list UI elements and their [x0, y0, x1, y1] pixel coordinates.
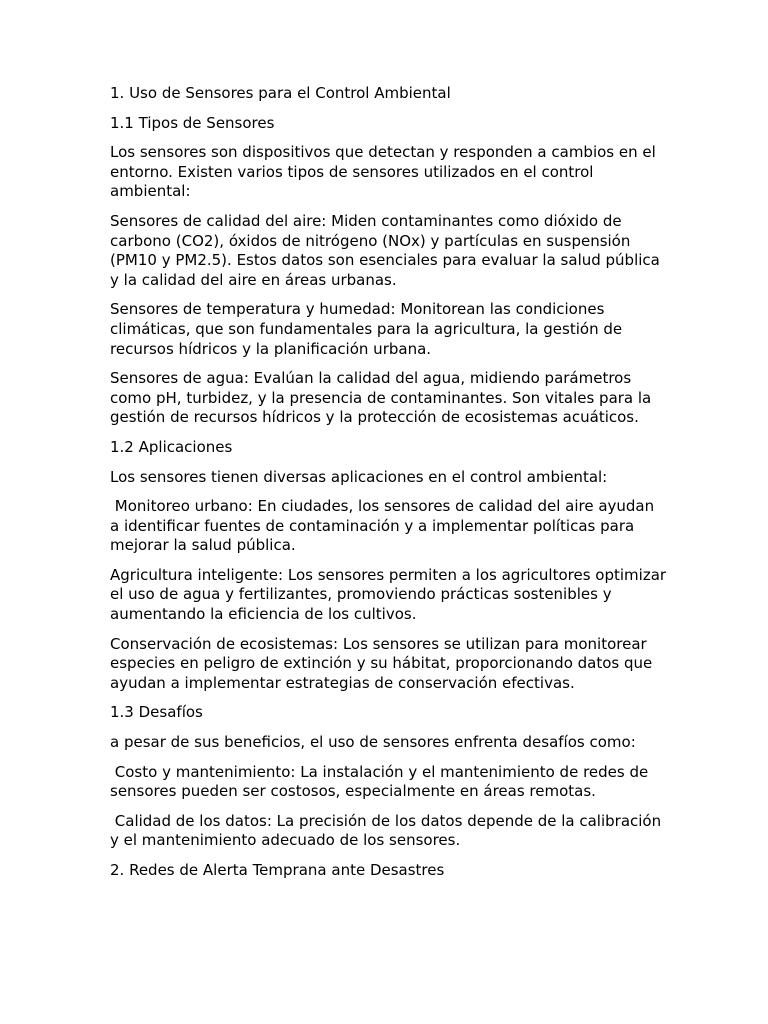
paragraph: Costo y mantenimiento: La instalación y el mantenimiento de redes de sensores pueden ser costosos, especialmente en áreas remotas. — [110, 762, 654, 801]
paragraph: Sensores de calidad del aire: Miden contaminantes como dióxido de carbono (CO2), óxidos de nitrógeno (NOx) y partículas en suspensión (PM10 y PM2.5). Estos datos son esenciales para evaluar la salud pública y la calidad del aire en áreas urbanas. — [110, 211, 665, 289]
subsection-heading: 1.3 Desafíos — [110, 703, 203, 722]
paragraph: Calidad de los datos: La precisión de los datos depende de la calibración y el mantenimiento adecuado de los sensores. — [110, 811, 666, 850]
subsection-heading: 1.1 Tipos de Sensores — [110, 113, 275, 132]
paragraph: Sensores de agua: Evalúan la calidad del agua, midiendo parámetros como pH, turbidez, y la presencia de contaminantes. Son vitales para la gestión de recursos hídricos y la protección de ecosistemas acuáticos. — [110, 369, 657, 427]
paragraph: Los sensores tienen diversas aplicaciones en el control ambiental: — [110, 467, 608, 486]
paragraph: Sensores de temperatura y humedad: Monitorean las condiciones climáticas, que son fundamentales para la agricultura, la gestión de recursos hídricos y la planificación urbana. — [110, 300, 627, 358]
paragraph: Monitoreo urbano: En ciudades, los sensores de calidad del aire ayudan a identificar fuentes de contaminación y a implementar políticas para mejorar la salud pública. — [110, 497, 659, 555]
paragraph: Conservación de ecosistemas: Los sensores se utilizan para monitorear especies en peligro de extinción y su hábitat, proporcionando datos que ayudan a implementar estrategias de conservación efectivas. — [110, 634, 658, 692]
paragraph: a pesar de sus beneficios, el uso de sensores enfrenta desafíos como: — [110, 733, 636, 752]
paragraph: Agricultura inteligente: Los sensores permiten a los agricultores optimizar el uso de agua y fertilizantes, promoviendo prácticas sostenibles y aumentando la eficiencia de los cultivos. — [110, 565, 671, 624]
subsection-heading: 1.2 Aplicaciones — [110, 437, 233, 456]
section-heading: 2. Redes de Alerta Temprana ante Desastres — [110, 861, 445, 879]
section-heading: 1. Uso de Sensores para el Control Ambiental — [110, 84, 451, 102]
paragraph: Los sensores son dispositivos que detectan y responden a cambios en el entorno. Existen varios tipos de sensores utilizados en el control ambiental: — [110, 143, 661, 201]
